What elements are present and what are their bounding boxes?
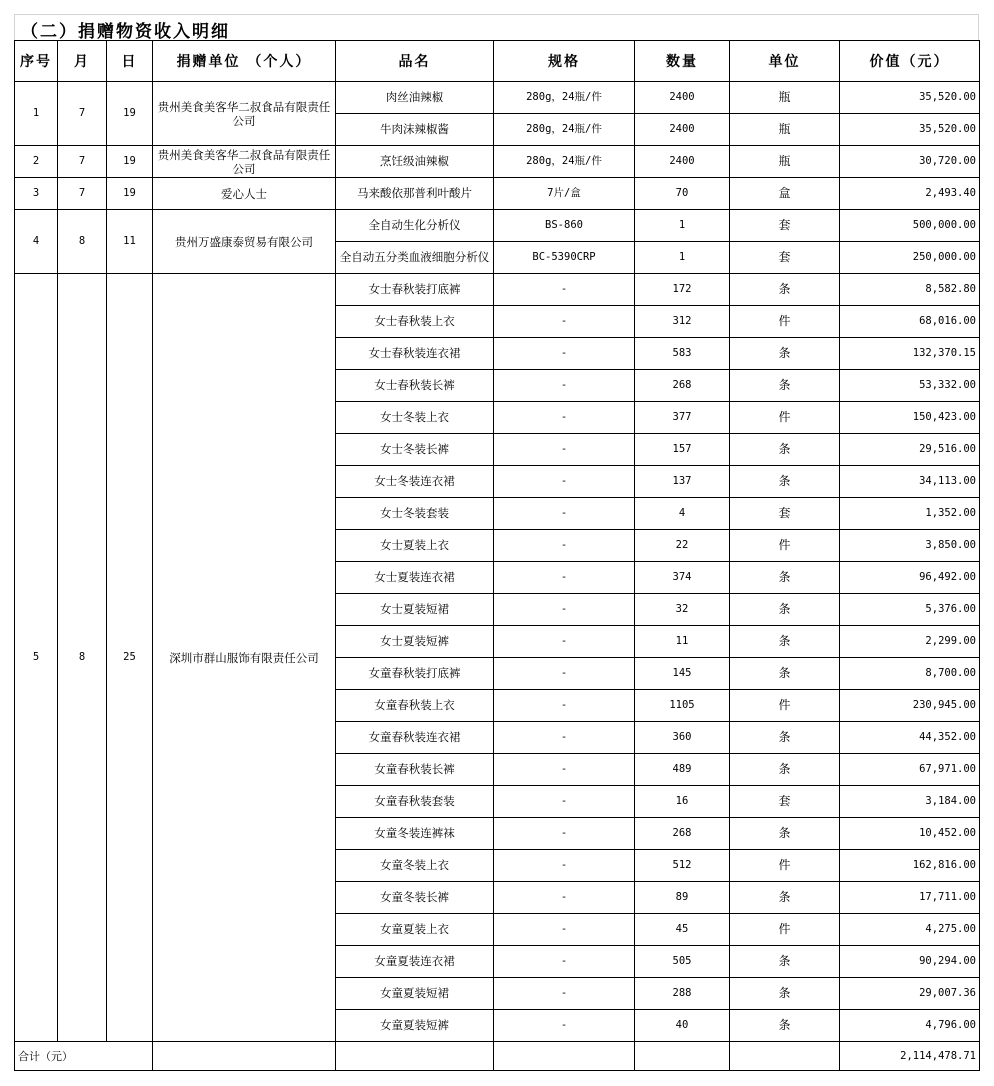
total-empty-cell[interactable] — [730, 1042, 840, 1071]
spec-cell[interactable]: - — [494, 658, 635, 690]
value-cell[interactable]: 29,007.36 — [840, 978, 980, 1010]
month-cell[interactable]: 8 — [58, 210, 107, 274]
spec-cell[interactable]: - — [494, 946, 635, 978]
qty-cell[interactable]: 145 — [635, 658, 730, 690]
item-name-cell[interactable]: 全自动五分类血液细胞分析仪 — [336, 242, 494, 274]
header-unit[interactable]: 单位 — [730, 41, 840, 82]
qty-cell[interactable]: 489 — [635, 754, 730, 786]
item-name-cell[interactable]: 女士冬装长裤 — [336, 434, 494, 466]
qty-cell[interactable]: 40 — [635, 1010, 730, 1042]
spec-cell[interactable]: - — [494, 594, 635, 626]
unit-cell[interactable]: 瓶 — [730, 82, 840, 114]
value-cell[interactable]: 250,000.00 — [840, 242, 980, 274]
unit-cell[interactable]: 条 — [730, 274, 840, 306]
qty-cell[interactable]: 505 — [635, 946, 730, 978]
qty-cell[interactable]: 583 — [635, 338, 730, 370]
spec-cell[interactable]: - — [494, 818, 635, 850]
total-label[interactable]: 合计（元） — [15, 1042, 153, 1071]
value-cell[interactable]: 30,720.00 — [840, 146, 980, 178]
qty-cell[interactable]: 312 — [635, 306, 730, 338]
day-cell[interactable]: 19 — [107, 146, 153, 178]
unit-cell[interactable]: 条 — [730, 818, 840, 850]
unit-cell[interactable]: 瓶 — [730, 114, 840, 146]
item-name-cell[interactable]: 烹饪级油辣椒 — [336, 146, 494, 178]
value-cell[interactable]: 230,945.00 — [840, 690, 980, 722]
total-empty-cell[interactable] — [635, 1042, 730, 1071]
value-cell[interactable]: 34,113.00 — [840, 466, 980, 498]
item-name-cell[interactable]: 女士夏装连衣裙 — [336, 562, 494, 594]
item-name-cell[interactable]: 女士春秋装上衣 — [336, 306, 494, 338]
qty-cell[interactable]: 32 — [635, 594, 730, 626]
value-cell[interactable]: 8,700.00 — [840, 658, 980, 690]
spec-cell[interactable]: BC-5390CRP — [494, 242, 635, 274]
header-donor[interactable]: 捐赠单位 （个人） — [153, 41, 336, 82]
qty-cell[interactable]: 45 — [635, 914, 730, 946]
value-cell[interactable]: 17,711.00 — [840, 882, 980, 914]
unit-cell[interactable]: 条 — [730, 562, 840, 594]
spec-cell[interactable]: - — [494, 562, 635, 594]
total-empty-cell[interactable] — [153, 1042, 336, 1071]
day-cell[interactable]: 11 — [107, 210, 153, 274]
month-cell[interactable]: 7 — [58, 178, 107, 210]
item-name-cell[interactable]: 全自动生化分析仪 — [336, 210, 494, 242]
value-cell[interactable]: 44,352.00 — [840, 722, 980, 754]
unit-cell[interactable]: 条 — [730, 338, 840, 370]
spec-cell[interactable]: - — [494, 978, 635, 1010]
spec-cell[interactable]: - — [494, 434, 635, 466]
value-cell[interactable]: 150,423.00 — [840, 402, 980, 434]
table-row — [15, 82, 980, 114]
spec-cell[interactable]: - — [494, 882, 635, 914]
spec-cell[interactable]: 280g，24瓶/件 — [494, 82, 635, 114]
value-cell[interactable]: 5,376.00 — [840, 594, 980, 626]
unit-cell[interactable]: 条 — [730, 1010, 840, 1042]
spec-cell[interactable]: - — [494, 466, 635, 498]
unit-cell[interactable]: 条 — [730, 754, 840, 786]
sheet-title: （二）捐赠物资收入明细 — [21, 22, 230, 42]
value-cell[interactable]: 35,520.00 — [840, 114, 980, 146]
qty-cell[interactable]: 1 — [635, 210, 730, 242]
item-name-cell[interactable]: 女童冬装长裤 — [336, 882, 494, 914]
unit-cell[interactable]: 瓶 — [730, 146, 840, 178]
value-cell[interactable]: 500,000.00 — [840, 210, 980, 242]
table-row — [15, 274, 980, 306]
qty-cell[interactable]: 268 — [635, 370, 730, 402]
qty-cell[interactable]: 89 — [635, 882, 730, 914]
qty-cell[interactable]: 268 — [635, 818, 730, 850]
unit-cell[interactable]: 条 — [730, 882, 840, 914]
qty-cell[interactable]: 512 — [635, 850, 730, 882]
spec-cell[interactable]: - — [494, 370, 635, 402]
value-cell[interactable]: 96,492.00 — [840, 562, 980, 594]
item-name-cell[interactable]: 女童夏装连衣裙 — [336, 946, 494, 978]
item-name-cell[interactable]: 女士春秋装打底裤 — [336, 274, 494, 306]
month-cell[interactable]: 7 — [58, 146, 107, 178]
item-name-cell[interactable]: 女士冬装连衣裙 — [336, 466, 494, 498]
donor-cell[interactable]: 贵州美食美客华二叔食品有限责任公司 — [153, 146, 336, 178]
qty-cell[interactable]: 2400 — [635, 114, 730, 146]
spec-cell[interactable]: - — [494, 1010, 635, 1042]
month-cell[interactable]: 8 — [58, 274, 107, 1042]
item-name-cell[interactable]: 女士春秋装连衣裙 — [336, 338, 494, 370]
item-name-cell[interactable]: 女童冬装连裤袜 — [336, 818, 494, 850]
donor-cell[interactable]: 爱心人士 — [153, 178, 336, 210]
item-name-cell[interactable]: 女士夏装短裙 — [336, 594, 494, 626]
item-name-cell[interactable]: 牛肉沫辣椒酱 — [336, 114, 494, 146]
value-cell[interactable]: 67,971.00 — [840, 754, 980, 786]
header-row — [15, 41, 980, 82]
table-row — [15, 210, 980, 242]
header-seq[interactable]: 序号 — [15, 41, 58, 82]
item-name-cell[interactable]: 马来酸依那普利叶酸片 — [336, 178, 494, 210]
table-row — [15, 146, 980, 178]
value-cell[interactable]: 35,520.00 — [840, 82, 980, 114]
total-row — [15, 1042, 980, 1071]
qty-cell[interactable]: 374 — [635, 562, 730, 594]
donor-cell[interactable]: 深圳市群山服饰有限责任公司 — [153, 274, 336, 1042]
value-cell[interactable]: 68,016.00 — [840, 306, 980, 338]
qty-cell[interactable]: 4 — [635, 498, 730, 530]
spec-cell[interactable]: - — [494, 274, 635, 306]
qty-cell[interactable]: 172 — [635, 274, 730, 306]
qty-cell[interactable]: 1 — [635, 242, 730, 274]
unit-cell[interactable]: 条 — [730, 466, 840, 498]
item-name-cell[interactable]: 女士冬装套装 — [336, 498, 494, 530]
title-row[interactable] — [14, 14, 979, 40]
day-cell[interactable]: 19 — [107, 178, 153, 210]
item-name-cell[interactable]: 女童春秋装套装 — [336, 786, 494, 818]
value-cell[interactable]: 3,850.00 — [840, 530, 980, 562]
header-spec[interactable]: 规格 — [494, 41, 635, 82]
value-cell[interactable]: 132,370.15 — [840, 338, 980, 370]
spec-cell[interactable]: - — [494, 338, 635, 370]
value-cell[interactable]: 2,493.40 — [840, 178, 980, 210]
total-empty-cell[interactable] — [336, 1042, 494, 1071]
unit-cell[interactable]: 件 — [730, 306, 840, 338]
unit-cell[interactable]: 件 — [730, 402, 840, 434]
item-name-cell[interactable]: 女童夏装短裙 — [336, 978, 494, 1010]
item-name-cell[interactable]: 女童夏装短裤 — [336, 1010, 494, 1042]
unit-cell[interactable]: 件 — [730, 690, 840, 722]
unit-cell[interactable]: 盒 — [730, 178, 840, 210]
unit-cell[interactable]: 条 — [730, 626, 840, 658]
unit-cell[interactable]: 套 — [730, 242, 840, 274]
unit-cell[interactable]: 条 — [730, 658, 840, 690]
value-cell[interactable]: 1,352.00 — [840, 498, 980, 530]
header-value[interactable]: 价值（元） — [840, 41, 980, 82]
qty-cell[interactable]: 137 — [635, 466, 730, 498]
qty-cell[interactable]: 11 — [635, 626, 730, 658]
item-name-cell[interactable]: 女童春秋装上衣 — [336, 690, 494, 722]
qty-cell[interactable]: 16 — [635, 786, 730, 818]
value-cell[interactable]: 2,299.00 — [840, 626, 980, 658]
value-cell[interactable]: 3,184.00 — [840, 786, 980, 818]
unit-cell[interactable]: 条 — [730, 946, 840, 978]
qty-cell[interactable]: 70 — [635, 178, 730, 210]
total-value[interactable]: 2,114,478.71 — [840, 1042, 980, 1071]
spec-cell[interactable]: 7片/盒 — [494, 178, 635, 210]
value-cell[interactable]: 162,816.00 — [840, 850, 980, 882]
unit-cell[interactable]: 条 — [730, 594, 840, 626]
qty-cell[interactable]: 2400 — [635, 82, 730, 114]
spec-cell[interactable]: - — [494, 690, 635, 722]
item-name-cell[interactable]: 肉丝油辣椒 — [336, 82, 494, 114]
value-cell[interactable]: 10,452.00 — [840, 818, 980, 850]
spec-cell[interactable]: - — [494, 786, 635, 818]
total-empty-cell[interactable] — [494, 1042, 635, 1071]
unit-cell[interactable]: 条 — [730, 434, 840, 466]
value-cell[interactable]: 4,796.00 — [840, 1010, 980, 1042]
seq-cell[interactable]: 5 — [15, 274, 58, 1042]
item-name-cell[interactable]: 女童春秋装长裤 — [336, 754, 494, 786]
unit-cell[interactable]: 件 — [730, 914, 840, 946]
qty-cell[interactable]: 157 — [635, 434, 730, 466]
item-name-cell[interactable]: 女士春秋装长裤 — [336, 370, 494, 402]
unit-cell[interactable]: 条 — [730, 722, 840, 754]
day-cell[interactable]: 25 — [107, 274, 153, 1042]
month-cell[interactable]: 7 — [58, 82, 107, 146]
spec-cell[interactable]: - — [494, 306, 635, 338]
spec-cell[interactable]: - — [494, 530, 635, 562]
seq-cell[interactable]: 4 — [15, 210, 58, 274]
qty-cell[interactable]: 1105 — [635, 690, 730, 722]
spec-cell[interactable]: - — [494, 914, 635, 946]
unit-cell[interactable]: 件 — [730, 850, 840, 882]
unit-cell[interactable]: 套 — [730, 786, 840, 818]
qty-cell[interactable]: 22 — [635, 530, 730, 562]
qty-cell[interactable]: 377 — [635, 402, 730, 434]
qty-cell[interactable]: 2400 — [635, 146, 730, 178]
seq-cell[interactable]: 3 — [15, 178, 58, 210]
value-cell[interactable]: 53,332.00 — [840, 370, 980, 402]
unit-cell[interactable]: 条 — [730, 978, 840, 1010]
item-name-cell[interactable]: 女童冬装上衣 — [336, 850, 494, 882]
donor-cell[interactable]: 贵州美食美客华二叔食品有限责任公司 — [153, 82, 336, 146]
donation-ledger-table — [14, 40, 980, 1071]
spec-cell[interactable]: - — [494, 722, 635, 754]
header-item[interactable]: 品名 — [336, 41, 494, 82]
header-month[interactable]: 月 — [58, 41, 107, 82]
seq-cell[interactable]: 1 — [15, 82, 58, 146]
unit-cell[interactable]: 条 — [730, 370, 840, 402]
qty-cell[interactable]: 360 — [635, 722, 730, 754]
spec-cell[interactable]: - — [494, 626, 635, 658]
unit-cell[interactable]: 件 — [730, 530, 840, 562]
spec-cell[interactable]: - — [494, 754, 635, 786]
spec-cell[interactable]: BS-860 — [494, 210, 635, 242]
item-name-cell[interactable]: 女童夏装上衣 — [336, 914, 494, 946]
value-cell[interactable]: 29,516.00 — [840, 434, 980, 466]
unit-cell[interactable]: 套 — [730, 498, 840, 530]
qty-cell[interactable]: 288 — [635, 978, 730, 1010]
spec-cell[interactable]: 280g，24瓶/件 — [494, 146, 635, 178]
item-name-cell[interactable]: 女士冬装上衣 — [336, 402, 494, 434]
header-day[interactable]: 日 — [107, 41, 153, 82]
value-cell[interactable]: 4,275.00 — [840, 914, 980, 946]
item-name-cell[interactable]: 女童春秋装连衣裙 — [336, 722, 494, 754]
donor-cell[interactable]: 贵州万盛康泰贸易有限公司 — [153, 210, 336, 274]
item-name-cell[interactable]: 女童春秋装打底裤 — [336, 658, 494, 690]
day-cell[interactable]: 19 — [107, 82, 153, 146]
seq-cell[interactable]: 2 — [15, 146, 58, 178]
spec-cell[interactable]: - — [494, 498, 635, 530]
ledger-body — [15, 82, 980, 1042]
table-row — [15, 178, 980, 210]
unit-cell[interactable]: 套 — [730, 210, 840, 242]
item-name-cell[interactable]: 女士夏装短裤 — [336, 626, 494, 658]
item-name-cell[interactable]: 女士夏装上衣 — [336, 530, 494, 562]
value-cell[interactable]: 90,294.00 — [840, 946, 980, 978]
spec-cell[interactable]: - — [494, 850, 635, 882]
spec-cell[interactable]: 280g，24瓶/件 — [494, 114, 635, 146]
header-qty[interactable]: 数量 — [635, 41, 730, 82]
value-cell[interactable]: 8,582.80 — [840, 274, 980, 306]
spec-cell[interactable]: - — [494, 402, 635, 434]
